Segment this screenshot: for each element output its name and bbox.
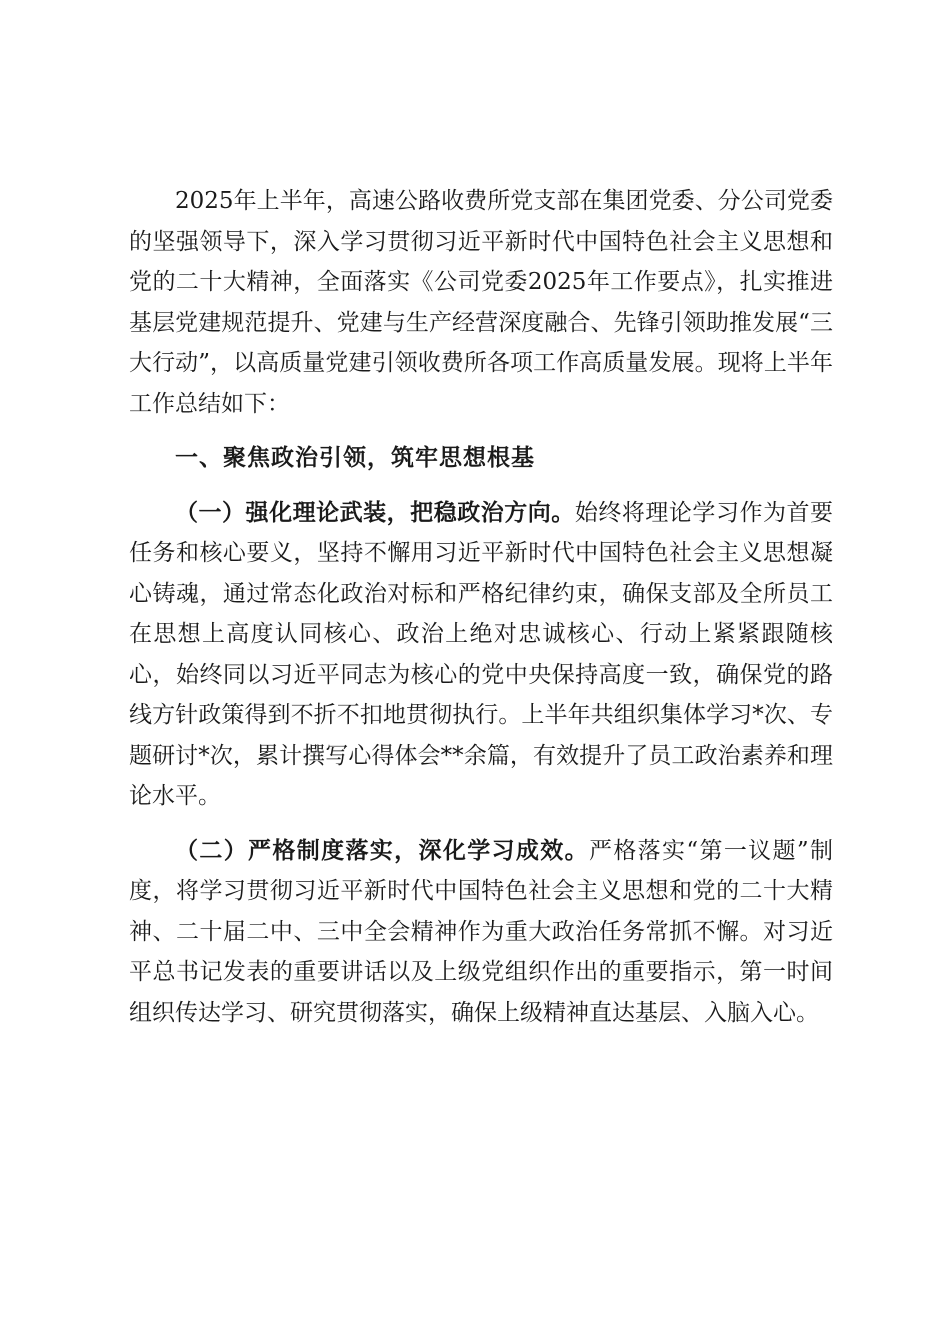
subsection-title-1: （一）强化理论武装，把稳政治方向。 (175, 499, 575, 526)
subsection-body-1: 始终将理论学习作为首要任务和核心要义，坚持不懈用习近平新时代中国特色社会主义思想凝心铸魂，通过常态化政治对标和严格纪律约束，确保支部及全所员工在思想上高度认同核心、政治上绝对忠诚核心、行动上紧紧跟随核心，始终同以习近平同志为核心的党中央保持高度一致，确保党的路线方针政策得到不折不扣地贯彻执行。上半年共组织集体学习*次、专题研讨*次，累计撰写心得体会**余篇，有效提升了员工政治素养和理论水平。 (129, 499, 834, 809)
subsection-body-2: 严格落实“第一议题”制度，将学习贯彻习近平新时代中国特色社会主义思想和党的二十大精神、二十届二中、三中全会精神作为重大政治任务常抓不懈。对习近平总书记发表的重要讲话以及上级党组织作出的重要指示，第一时间组织传达学习、研究贯彻落实，确保上级精神直达基层、入脑入心。 (129, 837, 833, 1026)
subsection-paragraph-1 (129, 493, 833, 817)
intro-paragraph: 2025年上半年，高速公路收费所党支部在集团党委、分公司党委的坚强领导下，深入学习贯彻习近平新时代中国特色社会主义思想和党的二十大精神，全面落实《公司党委2025年工作要点》，扎实推进基层党建规范提升、党建与生产经营深度融合、先锋引领助推发展“三大行动”，以高质量党建引领收费所各项工作高质量发展。现将上半年工作总结如下： (129, 188, 833, 417)
subsection-paragraph-2 (129, 831, 833, 1034)
subsection-title-2: （二）严格制度落实，深化学习成效。 (175, 837, 589, 864)
section-heading-1: 一、聚焦政治引领，筑牢思想根基 (175, 445, 535, 471)
document-body (129, 181, 833, 1033)
